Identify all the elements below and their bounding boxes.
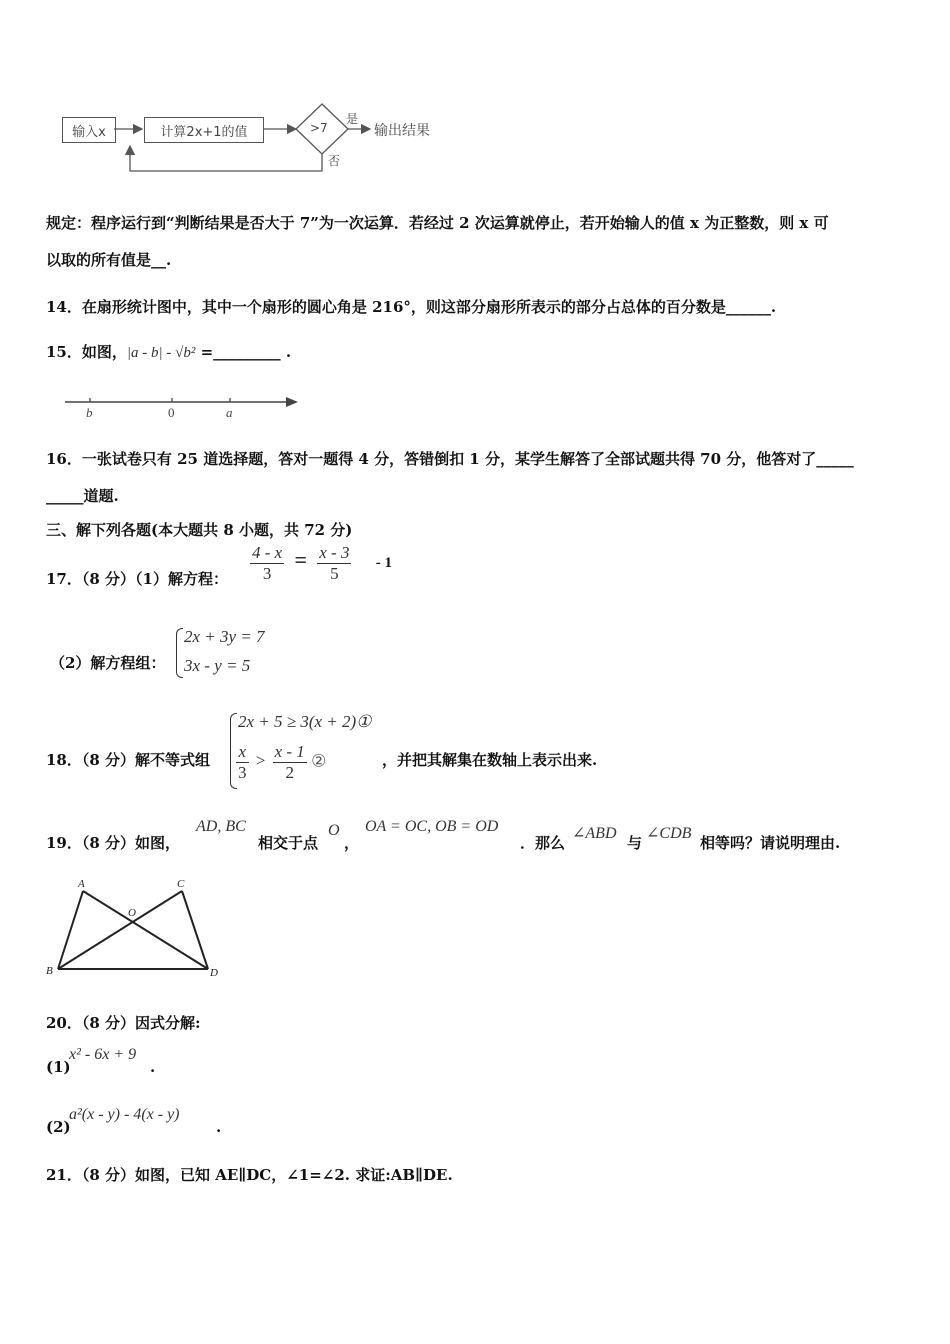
- flowchart-connectors: [60, 100, 460, 180]
- number-line-label-b: b: [86, 405, 93, 420]
- q18-label: 18．（8 分）解不等式组: [46, 751, 211, 769]
- q17-tail: - 1: [375, 555, 392, 572]
- q17-system-eq2: 3x - y = 5: [184, 656, 251, 675]
- q14-text: 14．在扇形统计图中，其中一个扇形的圆心角是 216°，则这部分扇形所表示的部分占总体的百分数是______.: [46, 298, 777, 316]
- q21-text: 21．（8 分）如图，已知 AE∥DC，∠1=∠2. 求证:AB∥DE.: [46, 1166, 453, 1184]
- q15-number-line: [60, 390, 310, 424]
- flow-yes-label: 是: [346, 112, 359, 126]
- segment-cb: [58, 891, 182, 969]
- q15-answer-blank: =_________ .: [195, 343, 292, 361]
- q18-inequality-1: 2x + 5 ≥ 3(x + 2)①: [238, 712, 372, 731]
- q17-frac2: [317, 543, 351, 584]
- flow-condition-label: >7: [310, 121, 328, 135]
- q18-gt: >: [255, 751, 266, 771]
- q19-segments: AD, BC: [196, 818, 246, 835]
- q18-frac-b-den: 2: [285, 763, 294, 782]
- q17-equation: [250, 543, 392, 584]
- q20-title: 20．（8 分）因式分解:: [46, 1014, 201, 1032]
- flow-compute-label: 计算2x+1的值: [160, 124, 248, 140]
- q20-part1-label: (1): [46, 1058, 71, 1076]
- label-b: B: [46, 965, 53, 977]
- number-line-label-a: a: [226, 405, 233, 420]
- flow-no-label: 否: [328, 154, 341, 168]
- label-d: D: [210, 967, 218, 979]
- q15-expression: |a - b| - √b²: [126, 345, 196, 361]
- q19-prefix: 19．（8 分）如图，: [46, 834, 181, 852]
- q17-frac1-den: 3: [262, 564, 272, 583]
- q18-mark-2: ②: [311, 751, 327, 771]
- q19-angle-abd: ∠ABD: [572, 825, 617, 842]
- q17-frac2-den: 5: [330, 564, 339, 583]
- segment-cd: [182, 891, 208, 969]
- q18-frac-a-num: x: [236, 742, 249, 763]
- q18-frac-b-num: x - 1: [274, 742, 305, 761]
- q20-part2-expression: a²(x - y) - 4(x - y): [69, 1106, 180, 1123]
- q17-frac1: [250, 543, 284, 584]
- q18-inequality-2: [236, 742, 326, 783]
- q13-rule-line1: 规定：程序运行到“判断结果是否大于 7”为一次运算．若经过 2 次运算就停止，若开始输人的值 x 为正整数，则 x 可: [46, 214, 829, 232]
- flow-loop-back: [130, 146, 322, 171]
- section3-title: 三、解下列各题(本大题共 8 小题，共 72 分): [46, 521, 353, 539]
- q17-frac1-num: 4 - x: [252, 543, 283, 562]
- q15-line: [46, 341, 291, 362]
- flow-input-label: 输入x: [72, 124, 106, 140]
- q17-equals: =: [294, 547, 308, 573]
- q18-frac-b: [273, 742, 307, 783]
- number-line-arrow: [286, 397, 298, 407]
- q20-part1-expression: x² - 6x + 9: [69, 1046, 137, 1063]
- q19-condition: OA = OC, OB = OD: [365, 818, 499, 835]
- q19-mid1: 相交于点: [258, 834, 319, 852]
- q17-part1-label: 17．（8 分）（1）解方程：: [46, 570, 228, 588]
- q18-suffix: ，并把其解集在数轴上表示出来.: [382, 751, 598, 769]
- q19-mid2: ．那么: [520, 834, 566, 852]
- q19-suffix: 相等吗？请说明理由.: [700, 834, 841, 852]
- q18-frac-a-den: 3: [238, 763, 247, 782]
- q17-system-eq1: 2x + 3y = 7: [184, 627, 265, 646]
- q19-figure: [40, 874, 230, 984]
- q17-part2-label: （2）解方程组：: [50, 654, 166, 672]
- q19-angle-cdb: ∠CDB: [646, 825, 692, 842]
- q17-frac2-num: x - 3: [319, 543, 350, 562]
- segment-ab: [58, 891, 83, 969]
- number-line-label-0: 0: [168, 405, 175, 420]
- flow-output-label: 输出结果: [374, 123, 430, 139]
- segment-ad: [83, 891, 208, 969]
- label-o: O: [128, 907, 136, 919]
- q17-system-brace: [176, 628, 183, 678]
- q19-comma: ，: [344, 834, 360, 852]
- label-a: A: [78, 878, 85, 890]
- q18-frac-a: [236, 742, 249, 783]
- label-c: C: [177, 878, 185, 890]
- q16-line1: 16．一张试卷只有 25 道选择题，答对一题得 4 分，答错倒扣 1 分，某学生解答了全部试题共得 70 分，他答对了_____: [46, 450, 854, 468]
- q15-prefix: 15．如图，: [46, 343, 127, 361]
- q16-line2: _____道题.: [46, 487, 119, 505]
- q19-and: 与: [627, 834, 643, 852]
- q20-part2-label: (2): [46, 1118, 71, 1136]
- q13-rule-line2: 以取的所有值是__.: [46, 251, 172, 269]
- q19-point-o: O: [328, 822, 340, 839]
